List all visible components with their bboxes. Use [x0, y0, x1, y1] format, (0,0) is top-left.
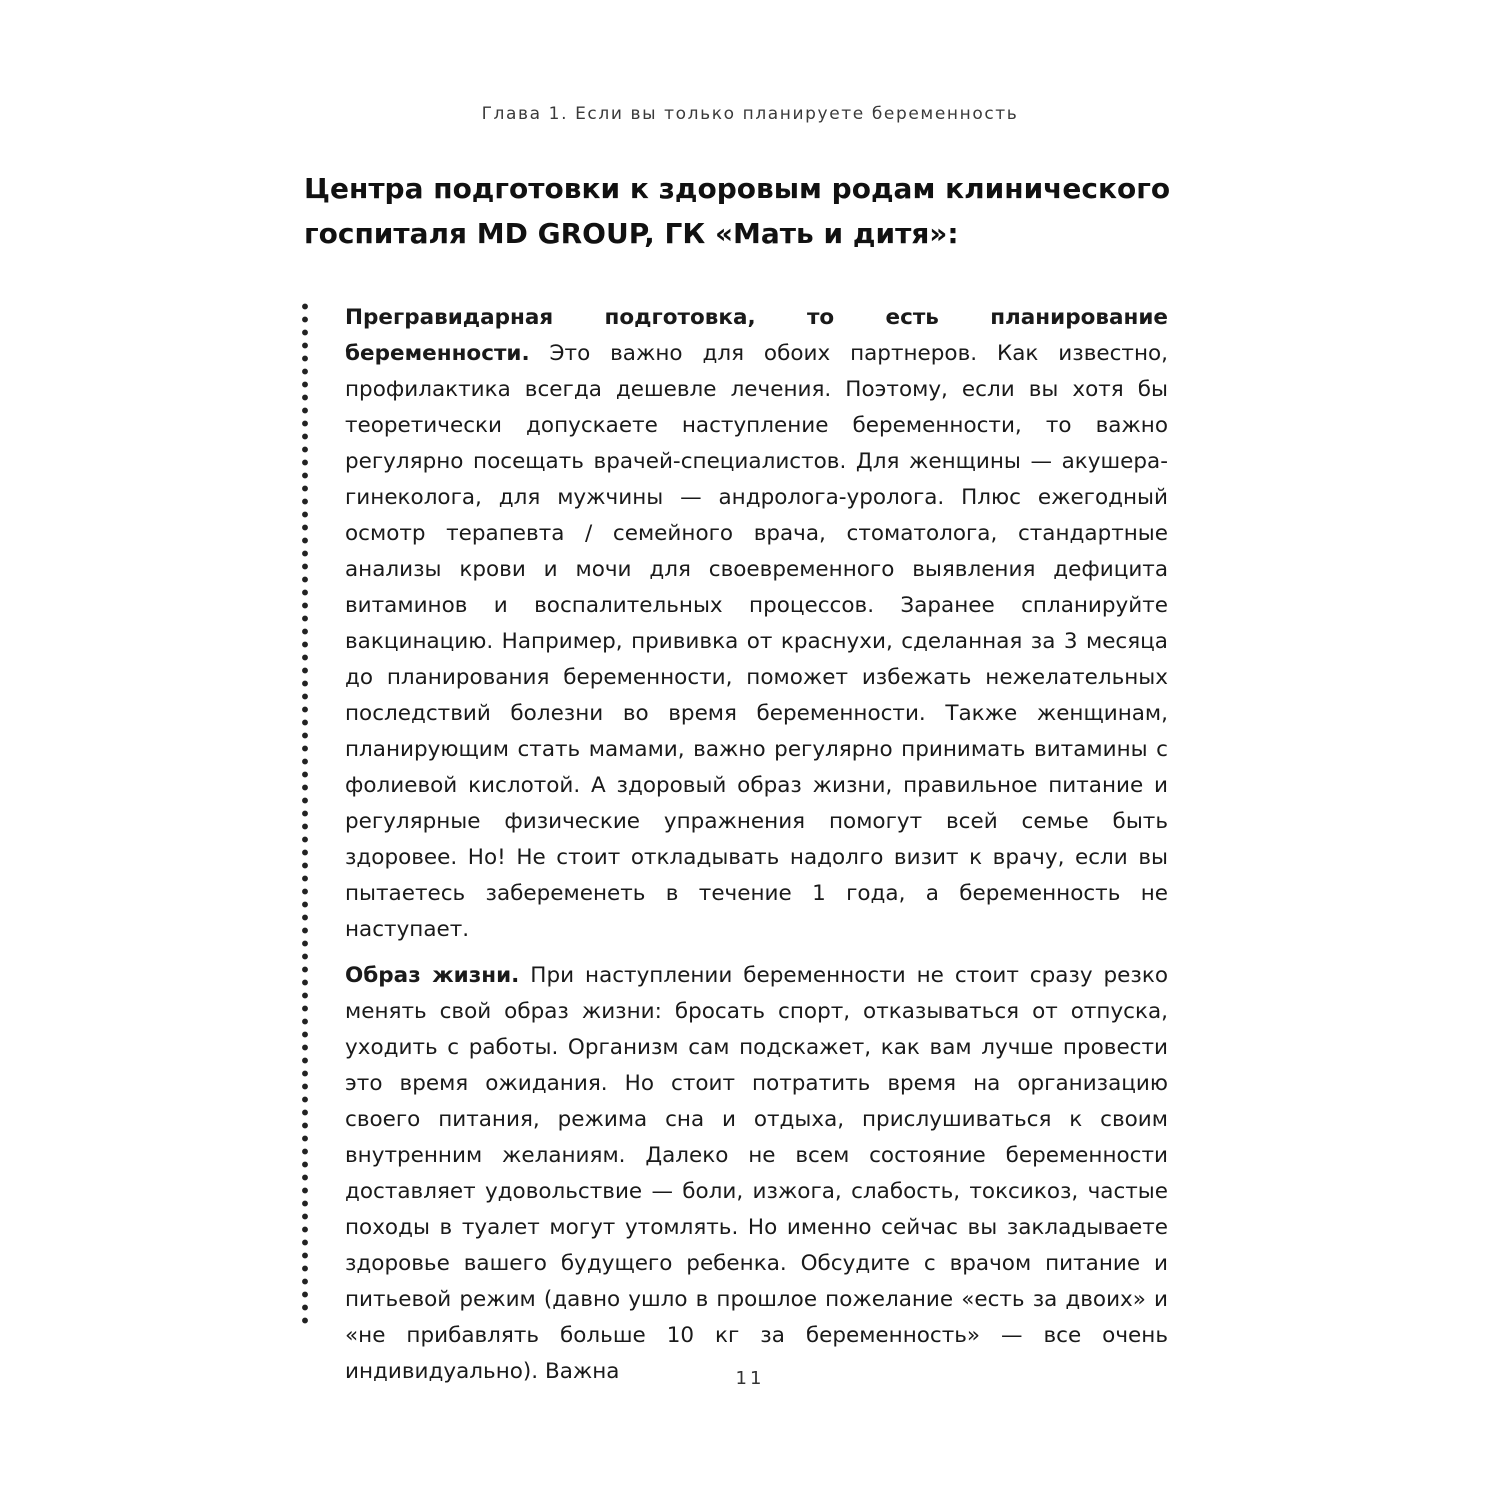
paragraph-pregravid: [345, 300, 1168, 948]
paragraph-text: При наступлении беременности не стоит сразу резко менять свой образ жизни: бросать спорт, отказываться от отпуска, уходить с работы. Организм сам подскажет, как вам лучше провести это время ожидания. Но стоит потратить время на организацию своего питания, режима сна и отдыха, прислушиваться к своим внутренним желаниям. Далеко не всем состояние беременности доставляет удовольствие — боли, изжога, слабость, токсикоз, частые походы в туалет могут утомлять. Но именно сейчас вы закладываете здоровье вашего будущего ребенка. Обсудите с врачом питание и питьевой режим (давно ушло в прошлое пожелание «есть за двоих» и «не прибавлять больше 10 кг за беременность» — все очень индивидуально). Важна: [345, 963, 1168, 1384]
paragraph-lead: Образ жизни.: [345, 963, 520, 988]
paragraph-lead: Прегравидарная подготовка, то есть планирование беременности.: [345, 305, 1168, 366]
dotted-rule-divider: [297, 300, 313, 1330]
paragraph-text: Это важно для обоих партнеров. Как известно, профилактика всегда дешевле лечения. Поэтому, если вы хотя бы теоретически допускаете наступление беременности, то важно регулярно посещать врачей-специалистов. Для женщины — акушера-гинеколога, для мужчины — андролога-уролога. Плюс ежегодный осмотр терапевта / семейного врача, стоматолога, стандартные анализы крови и мочи для своевременного выявления дефицита витаминов и воспалительных процессов. Заранее спланируйте вакцинацию. Например, прививка от краснухи, сделанная за 3 месяца до планирования беременности, поможет избежать нежелательных последствий болезни во время беременности. Также женщинам, планирующим стать мамами, важно регулярно принимать витамины с фолиевой кислотой. А здоровый образ жизни, правильное питание и регулярные физические упражнения помогут всей семье быть здоровее. Но! Не стоит откладывать надолго визит к врачу, если вы пытаетесь забеременеть в течение 1 года, а беременность не наступает.: [345, 341, 1168, 942]
running-head: Глава 1. Если вы только планируете беременность: [481, 104, 1019, 124]
page-number: 11: [735, 1368, 765, 1389]
section-title: Центра подготовки к здоровым родам клинического госпиталя MD GROUP, ГК «Мать и дитя»:: [304, 172, 1171, 250]
body-text: [345, 300, 1168, 1390]
paragraph-lifestyle: [345, 958, 1168, 1390]
